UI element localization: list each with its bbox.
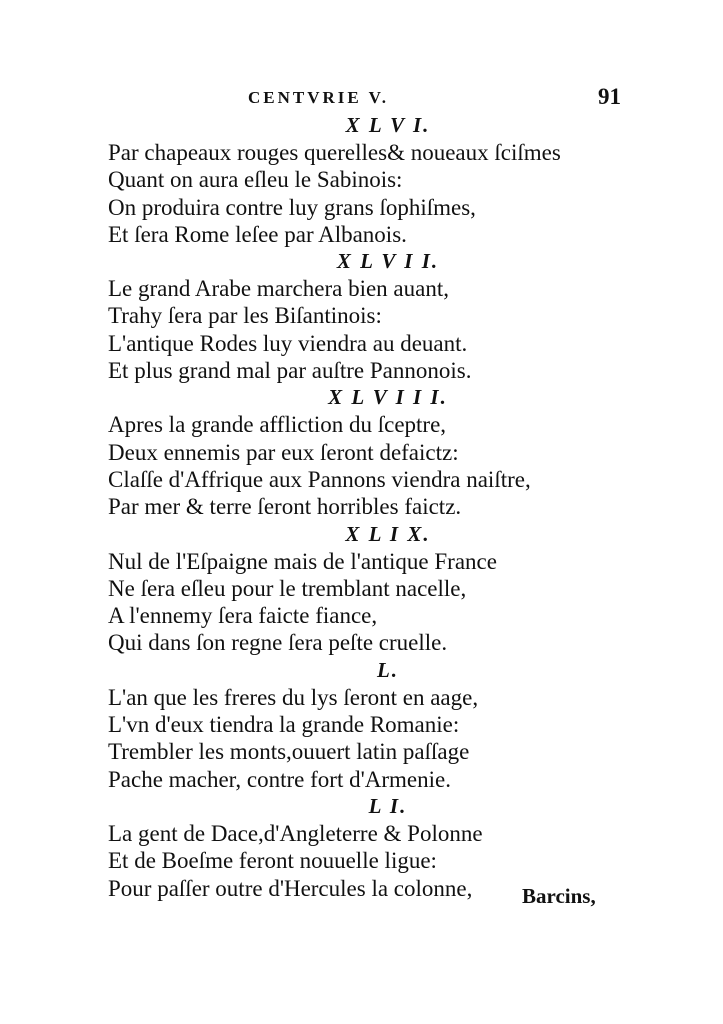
verse-line: Quant on aura eſleu le Sabinois: [108,167,403,193]
verse-line: Deux ennemis par eux ſeront defaictz: [108,439,459,465]
quatrain-heading: X L V I I I. [328,385,448,410]
quatrain-47 [108,248,668,384]
verse-line: L'an que les freres du lys ſeront en aage, [108,684,479,710]
quatrain-heading: L I. [368,793,408,818]
verse-line: Pour paſſer outre d'Hercules la colonne, [108,875,473,901]
verse-line: Nul de l'Eſpaigne mais de l'antique France [108,548,497,574]
verse-line: A l'ennemy ſera faicte fiance, [108,603,378,629]
verse-line: Et plus grand mal par auſtre Pannonois. [108,358,472,384]
running-head [0,84,723,114]
verse-line: Et de Boeſme feront nouuelle ligue: [108,848,437,874]
verse-line: Apres la grande affliction du ſceptre, [108,412,447,438]
verse-line: Trahy ſera par les Biſantinois: [108,303,382,329]
verse-line: Par mer & terre ſeront horribles faictz. [108,494,462,520]
verse-line: Claſſe d'Affrique aux Pannons viendra naiſtre, [108,466,531,492]
verse-line: On produira contre luy grans ſophiſmes, [108,194,476,220]
quatrain-48 [108,384,668,520]
quatrain-heading: X L V I. [345,113,431,137]
verse-line: Ne ſera eſleu pour le tremblant nacelle, [108,575,467,601]
verse-line: Qui dans ſon regne ſera peſte cruelle. [108,630,448,656]
quatrain-49 [108,521,668,657]
verse-text [108,112,668,902]
verse-line: Trembler les monts,ouuert latin paſſage [108,739,470,765]
quatrain-heading: L. [376,657,400,682]
quatrain-heading: X L V I I. [336,249,440,274]
running-title: CENTVRIE V. [248,88,390,107]
verse-line: L'vn d'eux tiendra la grande Romanie: [108,712,460,738]
quatrain-heading: X L I X. [345,521,431,546]
page-number: 91 [598,84,621,109]
verse-line: L'antique Rodes luy viendra au deuant. [108,330,468,356]
catchword: Barcins, [522,884,596,908]
verse-line: Le grand Arabe marchera bien auant, [108,276,449,302]
quatrain-46 [108,112,668,248]
quatrain-50 [108,657,668,793]
verse-line: Par chapeaux rouges querelles& noueaux ſciſmes [108,140,561,165]
verse-line: Pache macher, contre fort d'Armenie. [108,766,451,792]
verse-line: La gent de Dace,d'Angleterre & Polonne [108,820,483,846]
verse-line: Et ſera Rome leſee par Albanois. [108,221,407,247]
